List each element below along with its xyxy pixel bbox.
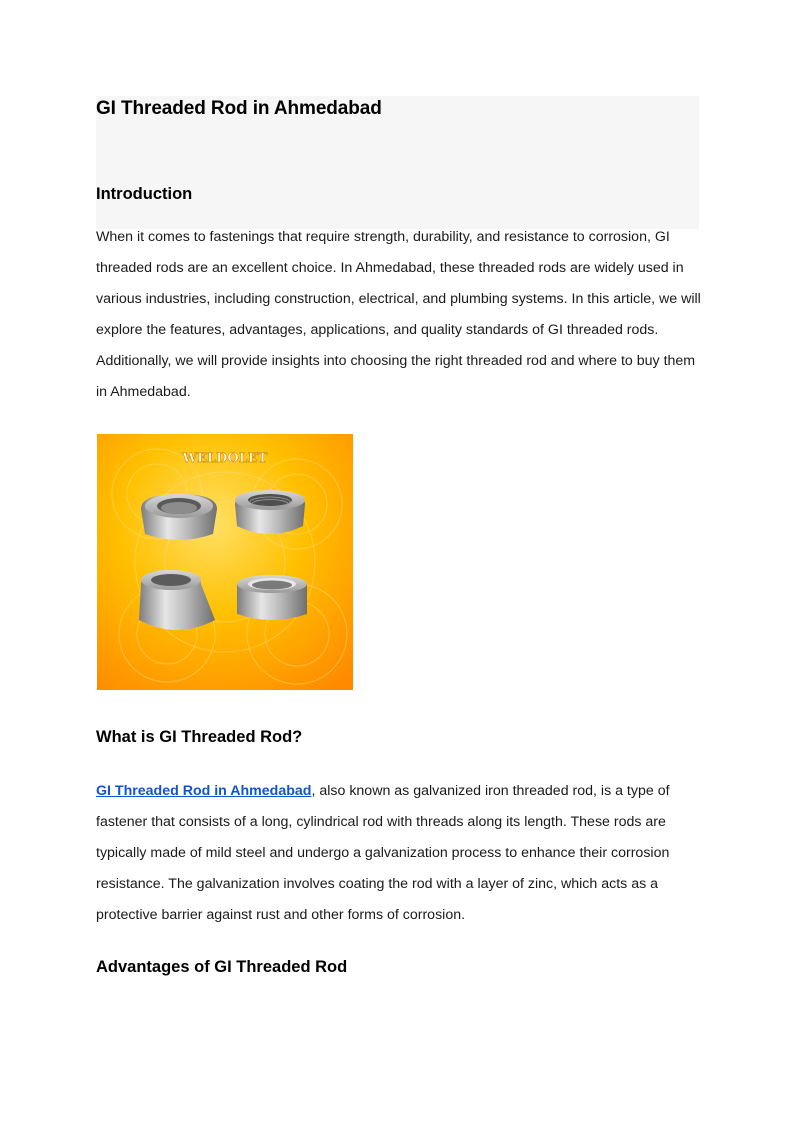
what-is-heading: What is GI Threaded Rod? xyxy=(96,728,303,746)
introduction-heading: Introduction xyxy=(96,185,193,203)
what-is-body-text: , also known as galvanized iron threaded rod, is a type of fastener that consists of a long, cylindrical rod with threads along its length. These rods are typically made of mild steel and undergo a galvanization process to enhance their corrosion resistance. The galvanization involves coating the rod with a layer of zinc, which acts as a protective barrier against rust and other forms of corrosion. xyxy=(96,783,670,923)
advantages-heading: Advantages of GI Threaded Rod xyxy=(96,958,348,976)
weldolet-fitting-4 xyxy=(237,575,307,620)
gi-threaded-rod-link[interactable]: GI Threaded Rod in Ahmedabad xyxy=(96,783,312,799)
weldolet-fitting-1 xyxy=(141,494,217,540)
image-caption: WELDOLET xyxy=(182,451,268,466)
page-title: GI Threaded Rod in Ahmedabad xyxy=(96,98,382,119)
what-is-paragraph xyxy=(96,776,706,931)
weldolet-fitting-2 xyxy=(235,490,305,534)
introduction-paragraph: When it comes to fastenings that require strength, durability, and resistance to corrosion, GI threaded rods are an excellent choice. In Ahmedabad, these threaded rods are widely used in various industries, including construction, electrical, and plumbing systems. In this article, we will explore the features, advantages, applications, and quality standards of GI threaded rods. Additionally, we will provide insights into choosing the right threaded rod and where to buy them in Ahmedabad. xyxy=(96,229,701,400)
weldolet-product-image xyxy=(97,434,353,690)
